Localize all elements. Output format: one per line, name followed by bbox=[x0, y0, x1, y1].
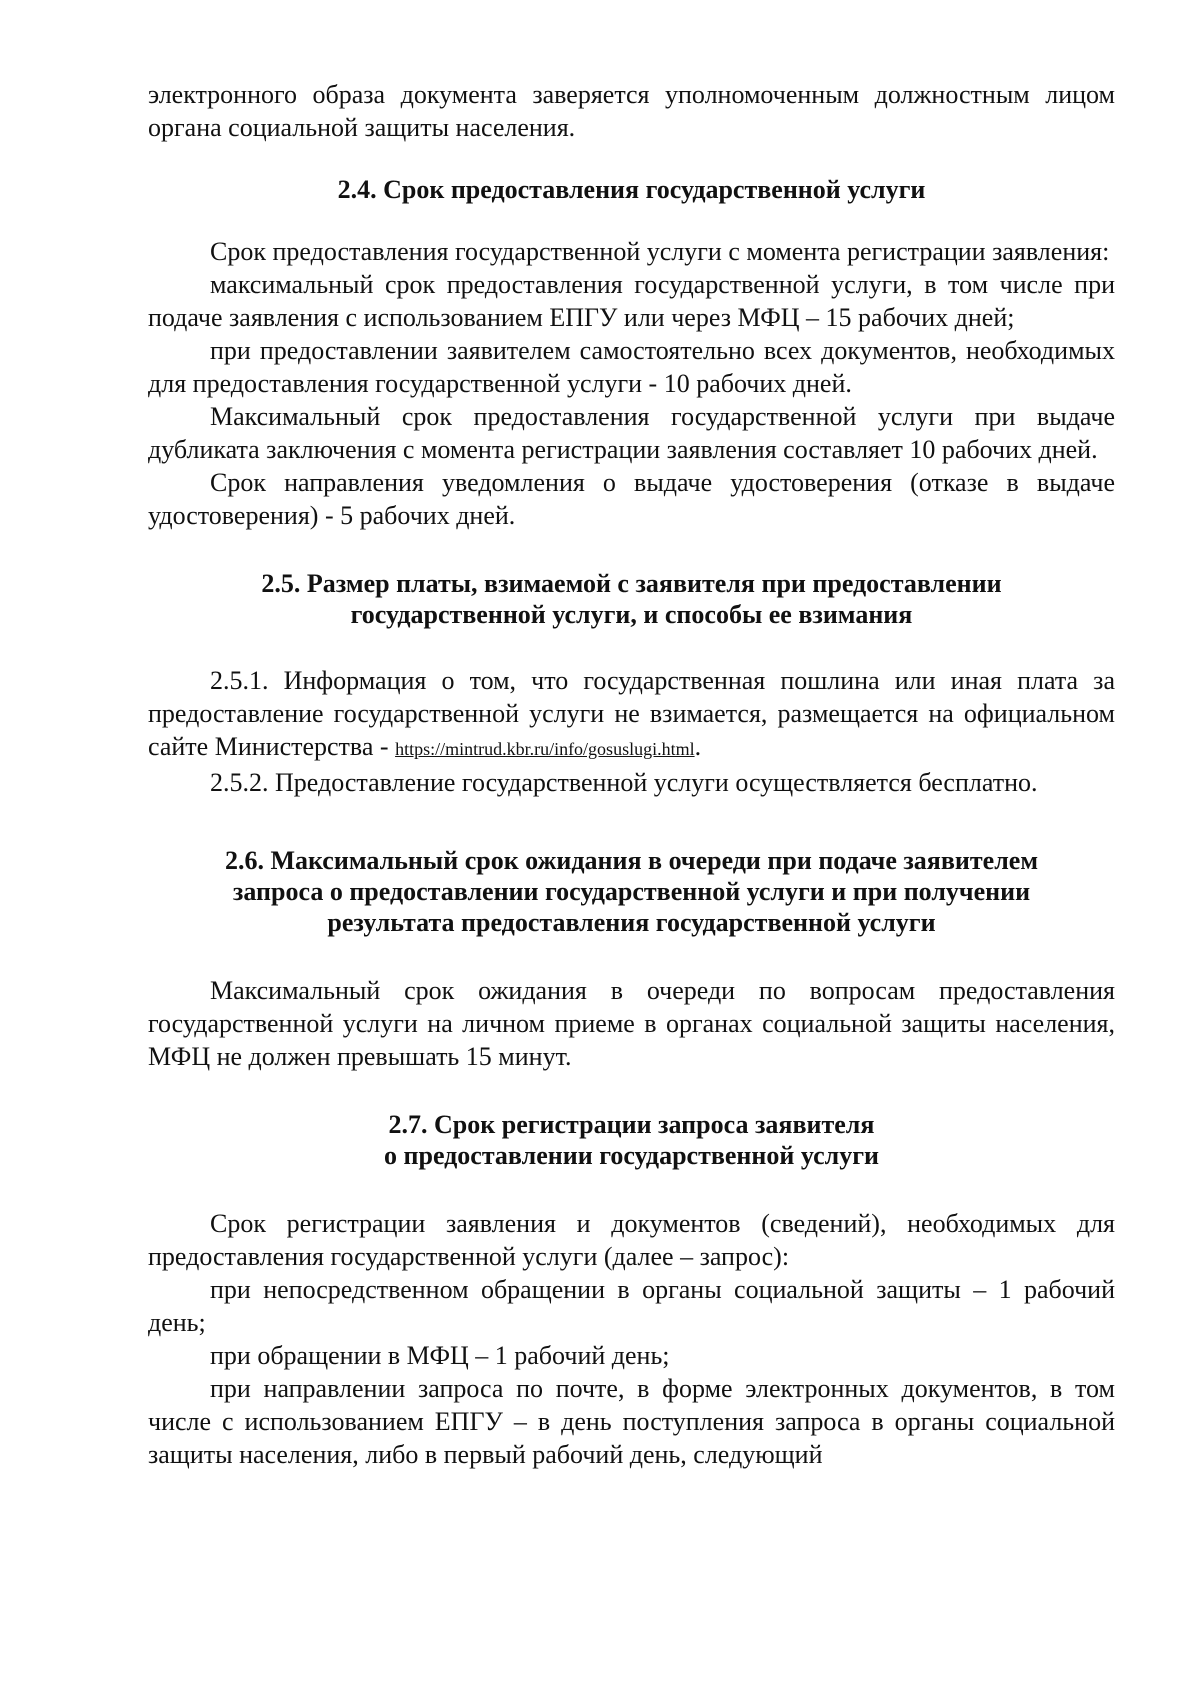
section-2-4-title bbox=[148, 174, 1115, 205]
section-2-4-paragraph-4: Максимальный срок предоставления государственной услуги при выдаче дубликата заключения с момента регистрации заявления составляет 10 рабочих дней. bbox=[148, 402, 1115, 464]
section-2-6-paragraph-1: Максимальный срок ожидания в очереди по вопросам предоставления государственной услуги на личном приеме в органах социальной защиты населения, МФЦ не должен превышать 15 минут. bbox=[148, 976, 1115, 1071]
section-2-4-title-text: 2.4. Срок предоставления государственной услуги bbox=[337, 175, 926, 204]
section-2-5-title bbox=[148, 568, 1115, 630]
section-2-5-paragraph-1-end: . bbox=[694, 732, 702, 761]
section-2-7-title-line-1: 2.7. Срок регистрации запроса заявителя bbox=[388, 1110, 875, 1139]
section-2-5-title-line-2: государственной услуги, и способы ее взимания bbox=[350, 600, 913, 629]
section-2-5-paragraph-1-text: 2.5.1. Информация о том, что государственная пошлина или иная плата за предоставление государственной услуги не взимается, размещается на официальном сайте Министерства - bbox=[148, 666, 1115, 761]
document-body bbox=[148, 78, 1115, 1471]
section-2-4-paragraph-5: Срок направления уведомления о выдаче удостоверения (отказе в выдаче удостоверения) - 5 рабочих дней. bbox=[148, 468, 1115, 530]
section-2-7-paragraph-2: при непосредственном обращении в органы социальной защиты – 1 рабочий день; bbox=[148, 1275, 1115, 1337]
section-2-6-title-line-3: результата предоставления государственной услуги bbox=[327, 908, 936, 937]
intro-paragraph: электронного образа документа заверяется уполномоченным должностным лицом органа социальной защиты населения. bbox=[148, 80, 1115, 142]
section-2-6-title bbox=[148, 845, 1115, 938]
section-2-7-paragraph-3: при обращении в МФЦ – 1 рабочий день; bbox=[210, 1341, 670, 1370]
section-2-5-title-line-1: 2.5. Размер платы, взимаемой с заявителя при предоставлении bbox=[261, 569, 1002, 598]
section-2-6-title-line-1: 2.6. Максимальный срок ожидания в очереди при подаче заявителем bbox=[224, 846, 1039, 875]
section-2-6-title-line-2: запроса о предоставлении государственной услуги и при получении bbox=[232, 877, 1031, 906]
section-2-5-paragraph-1 bbox=[148, 664, 1115, 766]
section-2-4-paragraph-3: при предоставлении заявителем самостоятельно всех документов, необходимых для предоставления государственной услуги - 10 рабочих дней. bbox=[148, 336, 1115, 398]
section-2-4-paragraph-2: максимальный срок предоставления государственной услуги, в том числе при подаче заявления с использованием ЕПГУ или через МФЦ – 15 рабочих дней; bbox=[148, 270, 1115, 332]
section-2-7-title-line-2: о предоставлении государственной услуги bbox=[384, 1141, 879, 1170]
section-2-7-title bbox=[148, 1109, 1115, 1171]
section-2-4-paragraph-1: Срок предоставления государственной услуги с момента регистрации заявления: bbox=[210, 237, 1110, 266]
section-2-5-paragraph-2: 2.5.2. Предоставление государственной услуги осуществляется бесплатно. bbox=[210, 768, 1038, 797]
ministry-website-link[interactable]: https://mintrud.kbr.ru/info/gosuslugi.html bbox=[395, 739, 695, 759]
section-2-7-paragraph-4: при направлении запроса по почте, в форме электронных документов, в том числе с использованием ЕПГУ – в день поступления запроса в органы социальной защиты населения, либо в первый рабочий день, следующий bbox=[148, 1374, 1115, 1469]
section-2-7-paragraph-1: Срок регистрации заявления и документов (сведений), необходимых для предоставления государственной услуги (далее – запрос): bbox=[148, 1209, 1115, 1271]
